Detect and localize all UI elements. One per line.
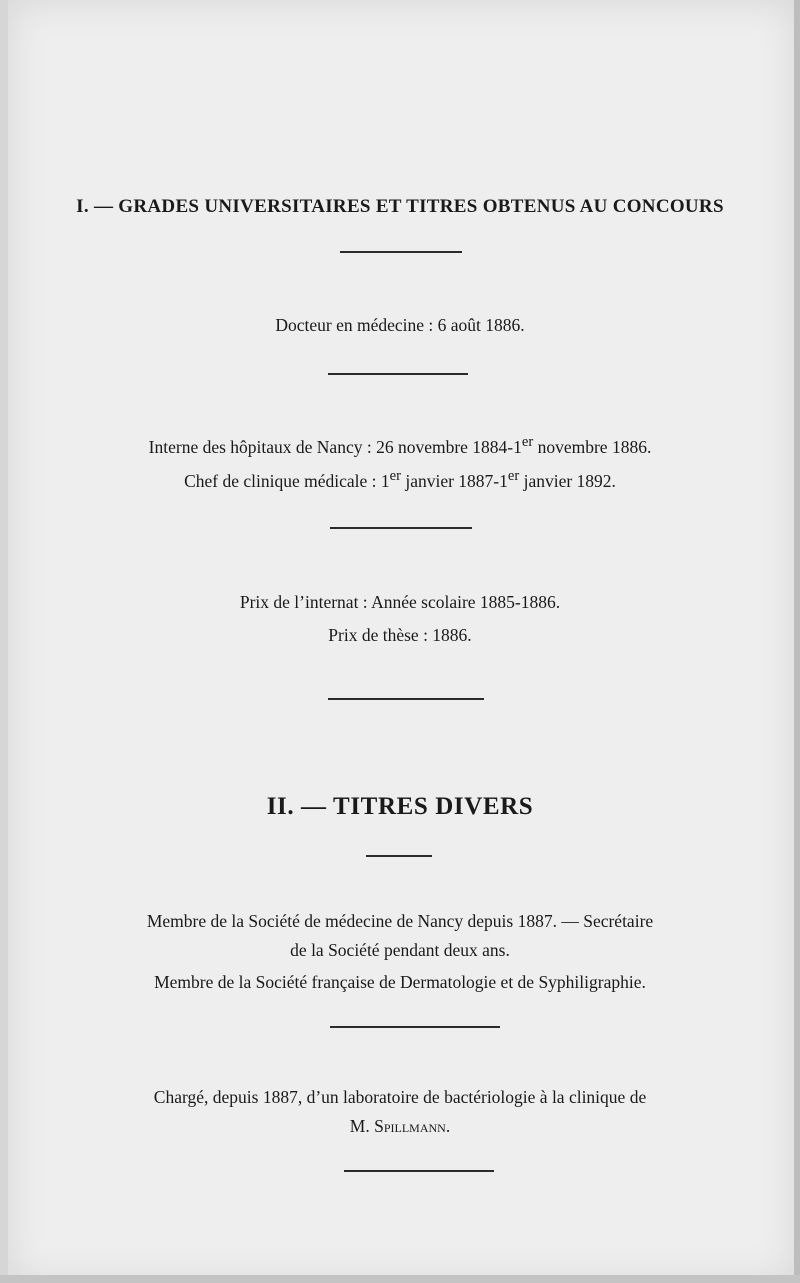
chef-line: Chef de clinique médicale : 1er janvier 1887-1er janvier 1892.	[184, 468, 616, 491]
divider-rule	[366, 855, 432, 857]
divider-rule	[330, 527, 472, 529]
member-dermatologie-line: Membre de la Société française de Dermatologie et de Syphiligraphie.	[154, 972, 646, 992]
scan-edge-bottom	[0, 1275, 800, 1283]
section1-heading: I. — GRADES UNIVERSITAIRES ET TITRES OBTENUS AU CONCOURS	[76, 196, 724, 217]
divider-rule	[340, 251, 462, 253]
member-nancy-line2: de la Société pendant deux ans.	[290, 940, 510, 960]
divider-rule	[328, 373, 468, 375]
laboratory-line2: M. Spillmann.	[349, 1116, 451, 1136]
member-nancy-line1: Membre de la Société de médecine de Nancy depuis 1887. — Secrétaire	[146, 911, 654, 931]
prize-internat-line: Prix de l’internat : Année scolaire 1885-1886.	[239, 592, 561, 612]
divider-rule	[328, 698, 484, 700]
divider-rule	[344, 1170, 494, 1172]
doctorate-line: Docteur en médecine : 6 août 1886.	[275, 315, 525, 335]
section2-heading: II. — TITRES DIVERS	[266, 793, 534, 820]
laboratory-line1: Chargé, depuis 1887, d’un laboratoire de bactériologie à la clinique de	[153, 1087, 647, 1107]
intern-line: Interne des hôpitaux de Nancy : 26 novembre 1884-1er novembre 1886.	[148, 434, 652, 457]
divider-rule	[330, 1026, 500, 1028]
prize-these-line: Prix de thèse : 1886.	[328, 625, 472, 645]
